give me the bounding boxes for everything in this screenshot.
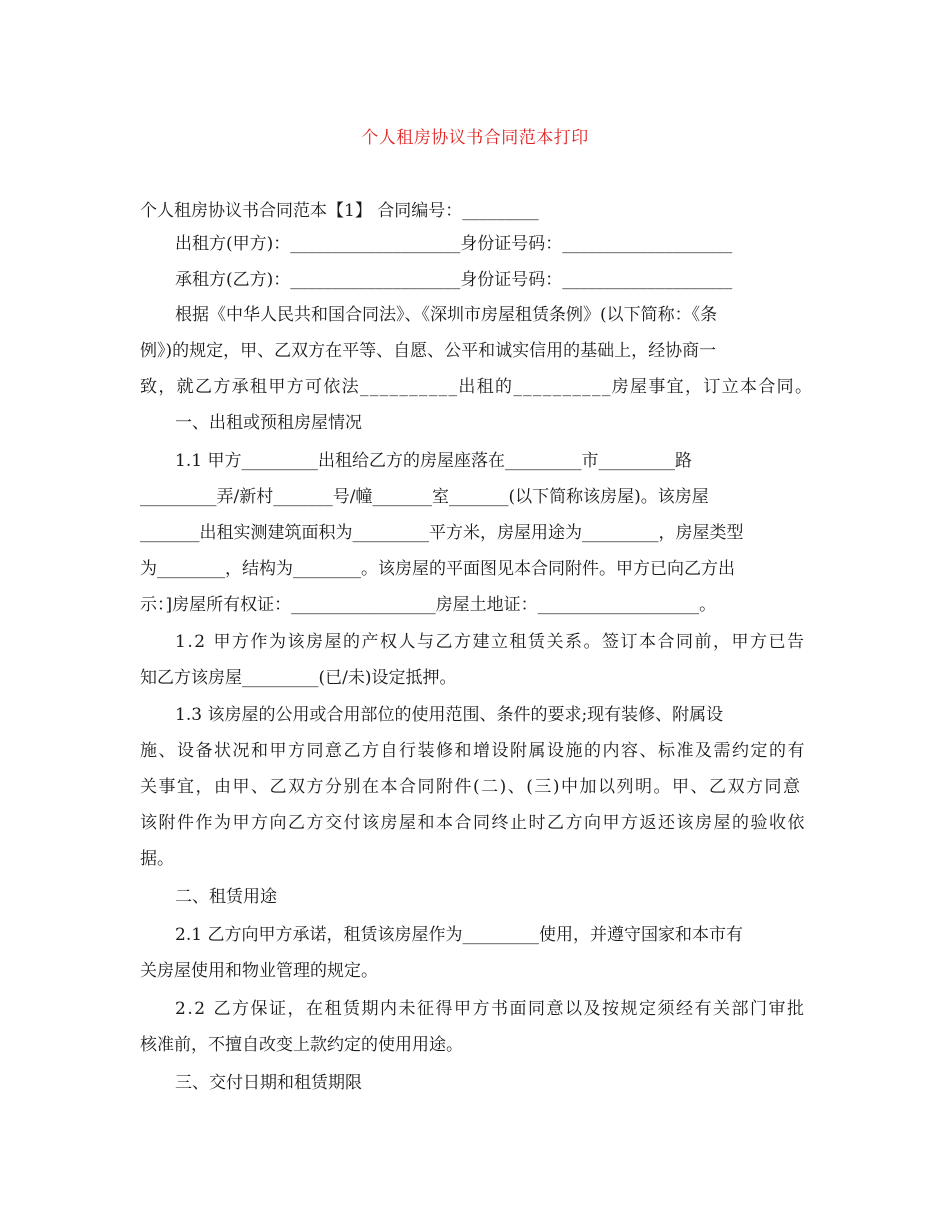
- paragraph-line: 知乙方该房屋_________(已/未)设定抵押。: [140, 668, 457, 688]
- paragraph-line: 根据《中华人民共和国合同法》、《深圳市房屋租赁条例》(以下简称：《条: [175, 305, 718, 325]
- lessor-line: 出租方(甲方)：____________________身份证号码：____________________: [175, 234, 733, 254]
- paragraph-line: 为________，结构为________。该房屋的平面图见本合同附件。甲方已向乙方出: [140, 559, 735, 579]
- paragraph-line: 2.2 乙方保证，在租赁期内未征得甲方书面同意以及按规定须经有关部门审批: [175, 999, 806, 1019]
- contract-heading-line: 个人租房协议书合同范本【1】 合同编号：_________: [140, 201, 539, 221]
- paragraph-line: 示：]房屋所有权证：_________________房屋土地证：___________________。: [140, 595, 717, 615]
- paragraph-line: 1.1 甲方_________出租给乙方的房屋座落在_________市_________路: [175, 451, 692, 471]
- paragraph-line: 1.3 该房屋的公用或合用部位的使用范围、条件的要求;现有装修、附属设: [175, 705, 724, 725]
- section-heading: 一、出租或预租房屋情况: [175, 413, 362, 433]
- section-heading: 二、租赁用途: [175, 887, 277, 907]
- section-heading: 三、交付日期和租赁期限: [175, 1073, 362, 1093]
- paragraph-line: _______出租实测建筑面积为_________平方米，房屋用途为_________，房屋类型: [140, 523, 744, 543]
- paragraph-line: 1.2 甲方作为该房屋的产权人与乙方建立租赁关系。签订本合同前，甲方已告: [175, 632, 806, 652]
- paragraph-line: 核准前，不擅自改变上款约定的使用用途。: [140, 1035, 463, 1055]
- lessee-line: 承租方(乙方)：____________________身份证号码：____________________: [175, 270, 733, 290]
- paragraph-line: 施、设备状况和甲方同意乙方自行装修和增设附属设施的内容、标准及需约定的有: [140, 741, 806, 761]
- paragraph-line: 关房屋使用和物业管理的规定。: [140, 961, 378, 981]
- paragraph-line: 关事宜，由甲、乙双方分别在本合同附件(二)、(三)中加以列明。甲、乙双方同意: [140, 777, 802, 797]
- paragraph-line: _________弄/新村_______号/幢_______室_______(以下简称该房屋)。该房屋: [140, 487, 709, 507]
- paragraph-line: 致，就乙方承租甲方可依法__________出租的__________房屋事宜，订立本合同。: [140, 377, 814, 397]
- paragraph-line: 例》)的规定，甲、乙双方在平等、自愿、公平和诚实信用的基础上，经协商一: [140, 341, 717, 361]
- document-title: 个人租房协议书合同范本打印: [361, 128, 589, 148]
- paragraph-line: 据。: [140, 849, 174, 869]
- paragraph-line: 该附件作为甲方向乙方交付该房屋和本合同终止时乙方向甲方返还该房屋的验收依: [140, 813, 806, 833]
- paragraph-line: 2.1 乙方向甲方承诺，租赁该房屋作为_________使用，并遵守国家和本市有: [175, 925, 743, 945]
